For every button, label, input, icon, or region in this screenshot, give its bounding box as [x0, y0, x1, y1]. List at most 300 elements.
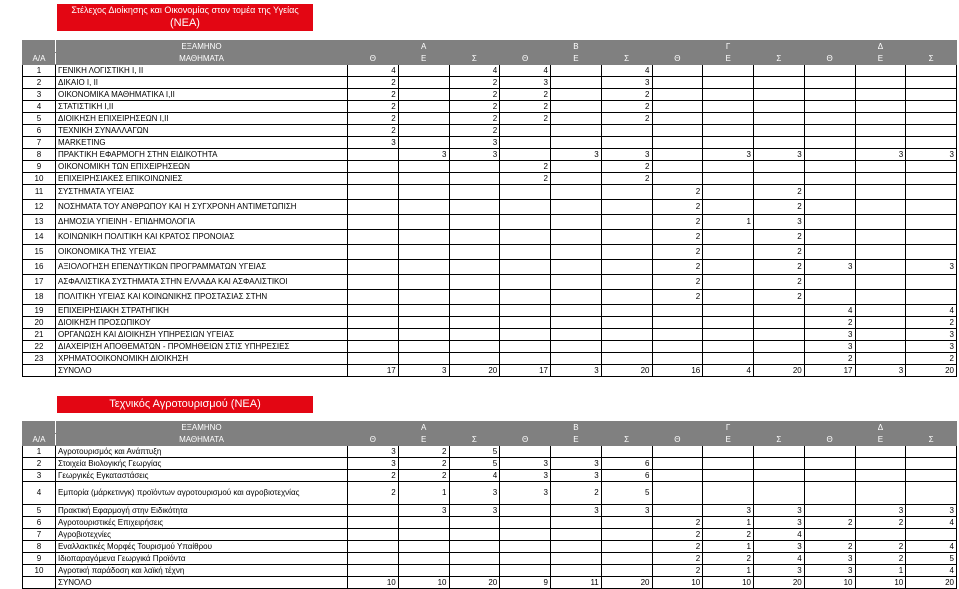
hours-cell [500, 529, 551, 541]
hours-cell [500, 245, 551, 260]
sub-column-header: Σ [906, 434, 957, 446]
course-name: Εναλλακτικές Μορφές Τουρισμού Υπαίθρου [56, 541, 348, 553]
total-cell: 20 [754, 365, 805, 377]
row-index: 8 [23, 149, 56, 161]
hours-cell: 3 [551, 505, 602, 517]
hours-cell: 4 [906, 305, 957, 317]
hours-cell [855, 290, 906, 305]
hours-cell [601, 215, 652, 230]
hours-cell [551, 185, 602, 200]
hours-cell [754, 161, 805, 173]
hours-cell [855, 65, 906, 77]
hours-cell [703, 245, 754, 260]
hours-cell [551, 446, 602, 458]
hours-cell [551, 565, 602, 577]
row-index: 4 [23, 482, 56, 505]
hours-cell [500, 230, 551, 245]
hours-cell [906, 125, 957, 137]
hours-cell [348, 341, 399, 353]
hours-cell [500, 185, 551, 200]
hours-cell [652, 125, 703, 137]
course-name: ΧΡΗΜΑΤΟΟΙΚΟΝΟΜΙΚΗ ΔΙΟΙΚΗΣΗ [56, 353, 348, 365]
semester-header-label: ΕΞΑΜΗΝΟ [56, 422, 348, 434]
hours-cell [703, 353, 754, 365]
course-row [23, 173, 957, 185]
hours-cell: 2 [551, 482, 602, 505]
course-row [23, 517, 957, 529]
sub-column-header: Ε [551, 53, 602, 65]
course-row [23, 230, 957, 245]
hours-cell: 1 [703, 565, 754, 577]
hours-cell [754, 65, 805, 77]
course-name: Αγροτική παράδοση και λαϊκή τέχνη [56, 565, 348, 577]
hours-cell [652, 149, 703, 161]
hours-cell: 3 [804, 553, 855, 565]
hours-cell: 3 [703, 505, 754, 517]
total-cell: 3 [551, 365, 602, 377]
hours-cell [804, 529, 855, 541]
course-name: ΟΙΚΟΝΟΜΙΚΑ ΤΗΣ ΥΓΕΙΑΣ [56, 245, 348, 260]
hours-cell [906, 89, 957, 101]
hours-cell [398, 553, 449, 565]
hours-cell [551, 245, 602, 260]
hours-cell [449, 275, 500, 290]
courses-header: ΜΑΘΗΜΑΤΑ [56, 53, 348, 65]
row-index: 14 [23, 230, 56, 245]
hours-cell: 2 [855, 553, 906, 565]
course-row [23, 101, 957, 113]
hours-cell [754, 305, 805, 317]
row-index: 9 [23, 553, 56, 565]
hours-cell [551, 329, 602, 341]
hours-cell [804, 65, 855, 77]
hours-cell [348, 505, 399, 517]
hours-cell: 2 [652, 200, 703, 215]
total-cell: 9 [500, 577, 551, 589]
hours-cell: 2 [804, 517, 855, 529]
hours-cell [855, 482, 906, 505]
hours-cell: 3 [500, 458, 551, 470]
hours-cell [551, 173, 602, 185]
hours-cell: 3 [551, 458, 602, 470]
hours-cell [906, 65, 957, 77]
hours-cell: 3 [601, 505, 652, 517]
hours-cell: 2 [652, 245, 703, 260]
hours-cell [398, 541, 449, 553]
course-row [23, 275, 957, 290]
hours-cell: 2 [449, 77, 500, 89]
hours-cell [804, 200, 855, 215]
hours-cell [551, 125, 602, 137]
hours-cell [804, 101, 855, 113]
hours-cell [906, 458, 957, 470]
hours-cell [703, 113, 754, 125]
hours-cell [398, 215, 449, 230]
hours-cell [398, 185, 449, 200]
hours-cell [804, 458, 855, 470]
hours-cell [449, 517, 500, 529]
hours-cell [703, 329, 754, 341]
course-row [23, 305, 957, 317]
hours-cell [348, 185, 399, 200]
hours-cell: 3 [500, 77, 551, 89]
hours-cell [906, 275, 957, 290]
hours-cell [551, 290, 602, 305]
hours-cell [398, 161, 449, 173]
semester-b: Β [500, 422, 652, 434]
course-row [23, 317, 957, 329]
hours-cell: 3 [449, 137, 500, 149]
hours-cell [855, 329, 906, 341]
total-cell: 10 [804, 577, 855, 589]
hours-cell: 2 [804, 353, 855, 365]
hours-cell: 3 [754, 215, 805, 230]
hours-cell [551, 529, 602, 541]
hours-cell [551, 353, 602, 365]
hours-cell [703, 137, 754, 149]
sub-column-header: Σ [601, 434, 652, 446]
hours-cell [551, 230, 602, 245]
hours-cell [551, 161, 602, 173]
hours-cell [348, 305, 399, 317]
hours-cell [754, 482, 805, 505]
row-index: 6 [23, 517, 56, 529]
hours-cell: 1 [703, 517, 754, 529]
hours-cell [754, 173, 805, 185]
hours-cell: 3 [754, 565, 805, 577]
hours-cell: 4 [348, 65, 399, 77]
hours-cell [348, 260, 399, 275]
semester-c: Γ [652, 41, 804, 53]
hours-cell [652, 161, 703, 173]
hours-cell [703, 458, 754, 470]
course-name: ΣΤΑΤΙΣΤΙΚΗ Ι,ΙΙ [56, 101, 348, 113]
hours-cell [754, 329, 805, 341]
sub-column-header: Ε [398, 434, 449, 446]
hours-cell [754, 458, 805, 470]
hours-cell: 4 [449, 470, 500, 482]
row-index: 23 [23, 353, 56, 365]
hours-cell [804, 245, 855, 260]
hours-cell [855, 305, 906, 317]
hours-cell [652, 65, 703, 77]
hours-cell: 2 [500, 161, 551, 173]
hours-cell [754, 77, 805, 89]
hours-cell: 2 [652, 541, 703, 553]
hours-cell [855, 458, 906, 470]
hours-cell: 4 [906, 517, 957, 529]
hours-cell [398, 101, 449, 113]
hours-cell [348, 517, 399, 529]
hours-cell: 5 [906, 553, 957, 565]
hours-cell [551, 77, 602, 89]
hours-cell [551, 137, 602, 149]
hours-cell [906, 200, 957, 215]
hours-cell [551, 517, 602, 529]
hours-cell: 2 [348, 101, 399, 113]
hours-cell [551, 541, 602, 553]
hours-cell: 1 [855, 565, 906, 577]
hours-cell [449, 245, 500, 260]
hours-cell [906, 161, 957, 173]
hours-cell [804, 137, 855, 149]
sub-column-header: Θ [500, 434, 551, 446]
row-index: 3 [23, 89, 56, 101]
hours-cell [652, 89, 703, 101]
hours-cell: 3 [906, 329, 957, 341]
course-name: ΚΟΙΝΩΝΙΚΗ ΠΟΛΙΤΙΚΗ ΚΑΙ ΚΡΑΤΟΣ ΠΡΟΝΟΙΑΣ [56, 230, 348, 245]
hours-cell [703, 290, 754, 305]
hours-cell [601, 305, 652, 317]
hours-cell [804, 230, 855, 245]
row-index: 1 [23, 65, 56, 77]
hours-cell: 2 [652, 215, 703, 230]
hours-cell [500, 505, 551, 517]
hours-cell [754, 446, 805, 458]
hours-cell [906, 290, 957, 305]
hours-cell: 2 [449, 113, 500, 125]
course-name: ΟΡΓΑΝΩΣΗ ΚΑΙ ΔΙΟΙΚΗΣΗ ΥΠΗΡΕΣΙΩΝ ΥΓΕΙΑΣ [56, 329, 348, 341]
row-index: 7 [23, 137, 56, 149]
hours-cell: 2 [449, 89, 500, 101]
total-cell: 20 [754, 577, 805, 589]
hours-cell [855, 101, 906, 113]
hours-cell: 2 [703, 553, 754, 565]
hours-cell [906, 101, 957, 113]
hours-cell [855, 200, 906, 215]
hours-cell: 2 [754, 260, 805, 275]
hours-cell [855, 161, 906, 173]
hours-cell [398, 89, 449, 101]
hours-cell [855, 185, 906, 200]
hours-cell [652, 305, 703, 317]
course-row [23, 458, 957, 470]
hours-cell [855, 446, 906, 458]
hours-cell [804, 185, 855, 200]
sub-column-header: Σ [601, 53, 652, 65]
hours-cell [855, 230, 906, 245]
hours-cell [551, 305, 602, 317]
hours-cell: 3 [804, 329, 855, 341]
row-index: 21 [23, 329, 56, 341]
hours-cell [551, 317, 602, 329]
hours-cell [652, 173, 703, 185]
hours-cell: 4 [500, 65, 551, 77]
hours-cell [855, 470, 906, 482]
hours-cell [348, 230, 399, 245]
hours-cell [449, 529, 500, 541]
course-row [23, 137, 957, 149]
hours-cell: 2 [449, 101, 500, 113]
hours-cell [703, 161, 754, 173]
semester-header-row [23, 41, 957, 53]
hours-cell: 2 [804, 317, 855, 329]
row-index: 13 [23, 215, 56, 230]
hours-cell [348, 200, 399, 215]
sub-column-header: Ε [855, 434, 906, 446]
hours-cell: 3 [551, 470, 602, 482]
row-index: 5 [23, 505, 56, 517]
hours-cell [804, 89, 855, 101]
hours-cell: 3 [906, 149, 957, 161]
hours-cell [754, 317, 805, 329]
hours-cell [449, 161, 500, 173]
hours-cell: 2 [500, 113, 551, 125]
hours-cell: 2 [398, 470, 449, 482]
hours-cell [500, 125, 551, 137]
hours-cell [348, 317, 399, 329]
hours-cell [754, 341, 805, 353]
hours-cell [449, 341, 500, 353]
course-row [23, 541, 957, 553]
hours-cell [703, 230, 754, 245]
hours-cell [601, 353, 652, 365]
hours-cell [855, 89, 906, 101]
hours-cell: 2 [754, 230, 805, 245]
hours-cell: 1 [703, 215, 754, 230]
hours-cell [601, 446, 652, 458]
course-name: Στοιχεία Βιολογικής Γεωργίας [56, 458, 348, 470]
hours-cell [703, 482, 754, 505]
hours-cell [855, 353, 906, 365]
hours-cell [348, 173, 399, 185]
hours-cell: 3 [449, 505, 500, 517]
hours-cell [703, 275, 754, 290]
course-name: ΕΠΙΧΕΙΡΗΣΙΑΚΕΣ ΕΠΙΚΟΙΝΩΝΙΕΣ [56, 173, 348, 185]
course-name: Αγροτουρισμός και Ανάπτυξη [56, 446, 348, 458]
hours-cell: 2 [348, 470, 399, 482]
hours-cell [449, 290, 500, 305]
sub-column-header: Θ [804, 53, 855, 65]
semester-c: Γ [652, 422, 804, 434]
row-index: 16 [23, 260, 56, 275]
hours-cell: 3 [348, 446, 399, 458]
hours-cell [804, 113, 855, 125]
hours-cell: 2 [601, 101, 652, 113]
hours-cell [551, 65, 602, 77]
hours-cell [906, 173, 957, 185]
row-index: 8 [23, 541, 56, 553]
hours-cell [449, 353, 500, 365]
hours-cell: 3 [855, 505, 906, 517]
hours-cell [500, 215, 551, 230]
hours-cell: 2 [754, 275, 805, 290]
hours-cell: 4 [804, 305, 855, 317]
hours-cell [398, 329, 449, 341]
hours-cell: 2 [398, 458, 449, 470]
hours-cell: 2 [449, 125, 500, 137]
hours-cell: 3 [754, 541, 805, 553]
hours-cell [500, 541, 551, 553]
hours-cell: 2 [500, 173, 551, 185]
course-row [23, 65, 957, 77]
hours-cell: 2 [601, 113, 652, 125]
course-row [23, 113, 957, 125]
sub-column-header: Θ [804, 434, 855, 446]
total-cell: 11 [551, 577, 602, 589]
total-label: ΣΥΝΟΛΟ [56, 365, 348, 377]
total-cell: 20 [601, 365, 652, 377]
hours-cell: 3 [804, 260, 855, 275]
hours-cell [855, 341, 906, 353]
section1-course-table [22, 40, 957, 377]
course-name: MARKETING [56, 137, 348, 149]
hours-cell [348, 565, 399, 577]
hours-cell [754, 89, 805, 101]
sub-column-header: Θ [500, 53, 551, 65]
semester-header-row [23, 422, 957, 434]
hours-cell [906, 137, 957, 149]
hours-cell [500, 553, 551, 565]
course-name: Γεωργικές Εγκαταστάσεις [56, 470, 348, 482]
hours-cell: 4 [754, 529, 805, 541]
hours-cell [754, 113, 805, 125]
course-row [23, 446, 957, 458]
hours-cell [398, 529, 449, 541]
hours-cell [804, 505, 855, 517]
sub-column-header: Ε [551, 434, 602, 446]
semester-header-label: ΕΞΑΜΗΝΟ [56, 41, 348, 53]
hours-cell [449, 329, 500, 341]
hours-cell [398, 245, 449, 260]
hours-cell: 2 [754, 290, 805, 305]
course-row [23, 260, 957, 275]
hours-cell: 2 [906, 353, 957, 365]
hours-cell [348, 149, 399, 161]
course-row [23, 89, 957, 101]
sub-column-header: Ε [703, 434, 754, 446]
hours-cell: 4 [906, 541, 957, 553]
hours-cell [703, 260, 754, 275]
course-name: ΟΙΚΟΝΟΜΙΚΗ ΤΩΝ ΕΠΙΧΕΙΡΗΣΕΩΝ [56, 161, 348, 173]
hours-cell: 3 [500, 470, 551, 482]
hours-cell [398, 305, 449, 317]
hours-cell: 4 [754, 553, 805, 565]
hours-cell [754, 353, 805, 365]
section1-title: Στέλεχος Διοίκησης και Οικονομίας στον τομέα της Υγείας [71, 5, 299, 15]
hours-cell [855, 317, 906, 329]
hours-cell [652, 113, 703, 125]
hours-cell: 4 [906, 565, 957, 577]
hours-cell: 2 [754, 245, 805, 260]
hours-cell [551, 89, 602, 101]
course-row [23, 505, 957, 517]
hours-cell: 2 [348, 113, 399, 125]
course-name: ΔΙΚΑΙΟ Ι, ΙΙ [56, 77, 348, 89]
hours-cell [652, 101, 703, 113]
section2-title: Τεχνικός Αγροτουρισμού (ΝΕΑ) [109, 398, 261, 410]
hours-cell [398, 260, 449, 275]
hours-cell [906, 245, 957, 260]
hours-cell [601, 245, 652, 260]
hours-cell: 2 [703, 529, 754, 541]
course-row [23, 149, 957, 161]
column-header-row [23, 434, 957, 446]
hours-cell [398, 137, 449, 149]
hours-cell: 5 [449, 446, 500, 458]
hours-cell: 4 [601, 65, 652, 77]
hours-cell: 3 [348, 458, 399, 470]
hours-cell: 2 [652, 230, 703, 245]
hours-cell [804, 77, 855, 89]
hours-cell [348, 275, 399, 290]
hours-cell [348, 290, 399, 305]
course-name: ΕΠΙΧΕΙΡΗΣΙΑΚΗ ΣΤΡΑΤΗΓΙΚΗ [56, 305, 348, 317]
hours-cell [601, 565, 652, 577]
hours-cell [398, 353, 449, 365]
hours-cell [703, 173, 754, 185]
hours-cell [500, 446, 551, 458]
